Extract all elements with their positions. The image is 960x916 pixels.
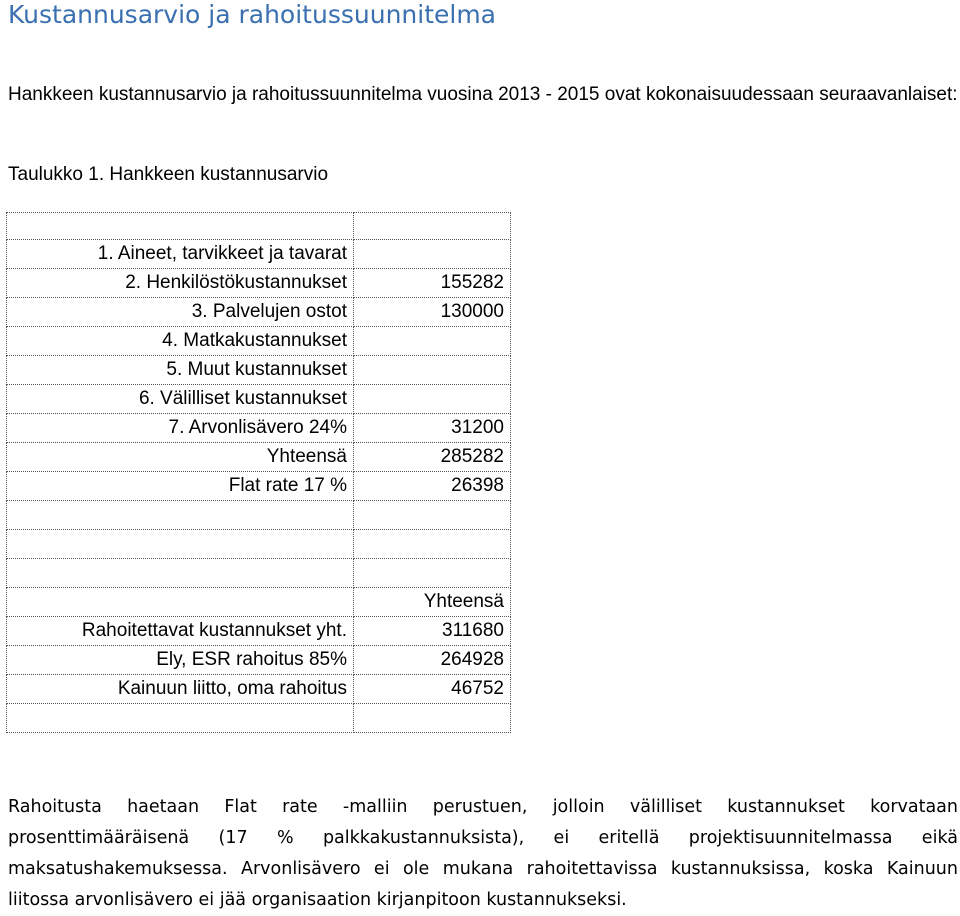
row-value: 285282 [354,443,511,472]
table-row [7,356,511,385]
table-row [7,530,511,559]
cost-table [6,212,511,733]
table-row [7,472,511,501]
table-row [7,385,511,414]
row-value [354,385,511,414]
table-row [7,213,511,240]
row-label: Flat rate 17 % [7,472,354,501]
table-row [7,414,511,443]
row-label [7,213,354,240]
row-value: 155282 [354,269,511,298]
row-label [7,704,354,733]
row-value: 311680 [354,617,511,646]
row-value [354,213,511,240]
table-row [7,588,511,617]
row-label [7,559,354,588]
row-label [7,501,354,530]
row-value: 264928 [354,646,511,675]
row-value [354,704,511,733]
row-value: 26398 [354,472,511,501]
row-value: 46752 [354,675,511,704]
row-label: Rahoitettavat kustannukset yht. [7,617,354,646]
table-row [7,675,511,704]
row-label: 4. Matkakustannukset [7,327,354,356]
row-label: Kainuun liitto, oma rahoitus [7,675,354,704]
table-row [7,704,511,733]
table-caption: Taulukko 1. Hankkeen kustannusarvio [8,164,329,185]
table-row [7,617,511,646]
row-label: 1. Aineet, tarvikkeet ja tavarat [7,240,354,269]
row-value: 130000 [354,298,511,327]
row-label [7,530,354,559]
row-label: 2. Henkilöstökustannukset [7,269,354,298]
row-label: Ely, ESR rahoitus 85% [7,646,354,675]
table-row [7,269,511,298]
row-value [354,327,511,356]
row-value [354,530,511,559]
row-value [354,501,511,530]
row-label: 5. Muut kustannukset [7,356,354,385]
funding-note: Rahoitusta haetaan Flat rate -malliin perustuen, jolloin välilliset kustannukset korvataan prosenttimääräisenä (17 % palkkakustannuksista), ei eritellä projektisuunnitelmassa eikä maksatushakemuksessa. Arvonlisävero ei ole mukana rahoitettavissa kustannuksissa, koska Kainuun liitossa arvonlisävero ei jää organisaation kirjanpitoon kustannukseksi. [8,797,958,910]
row-value: 31200 [354,414,511,443]
table-row [7,443,511,472]
row-label: 6. Välilliset kustannukset [7,385,354,414]
row-label: 3. Palvelujen ostot [7,298,354,327]
row-value [354,240,511,269]
row-value [354,559,511,588]
table-row [7,298,511,327]
row-label: Yhteensä [7,443,354,472]
table-row [7,327,511,356]
table-row [7,646,511,675]
table-row [7,559,511,588]
table-row [7,501,511,530]
page-title: Kustannusarvio ja rahoitussuunnitelma [8,0,497,29]
row-value: Yhteensä [354,588,511,617]
row-label: 7. Arvonlisävero 24% [7,414,354,443]
row-value [354,356,511,385]
table-row [7,240,511,269]
row-label [7,588,354,617]
intro-paragraph: Hankkeen kustannusarvio ja rahoitussuunnitelma vuosina 2013 - 2015 ovat kokonaisuudessaan seuraavanlaiset: [8,84,958,105]
